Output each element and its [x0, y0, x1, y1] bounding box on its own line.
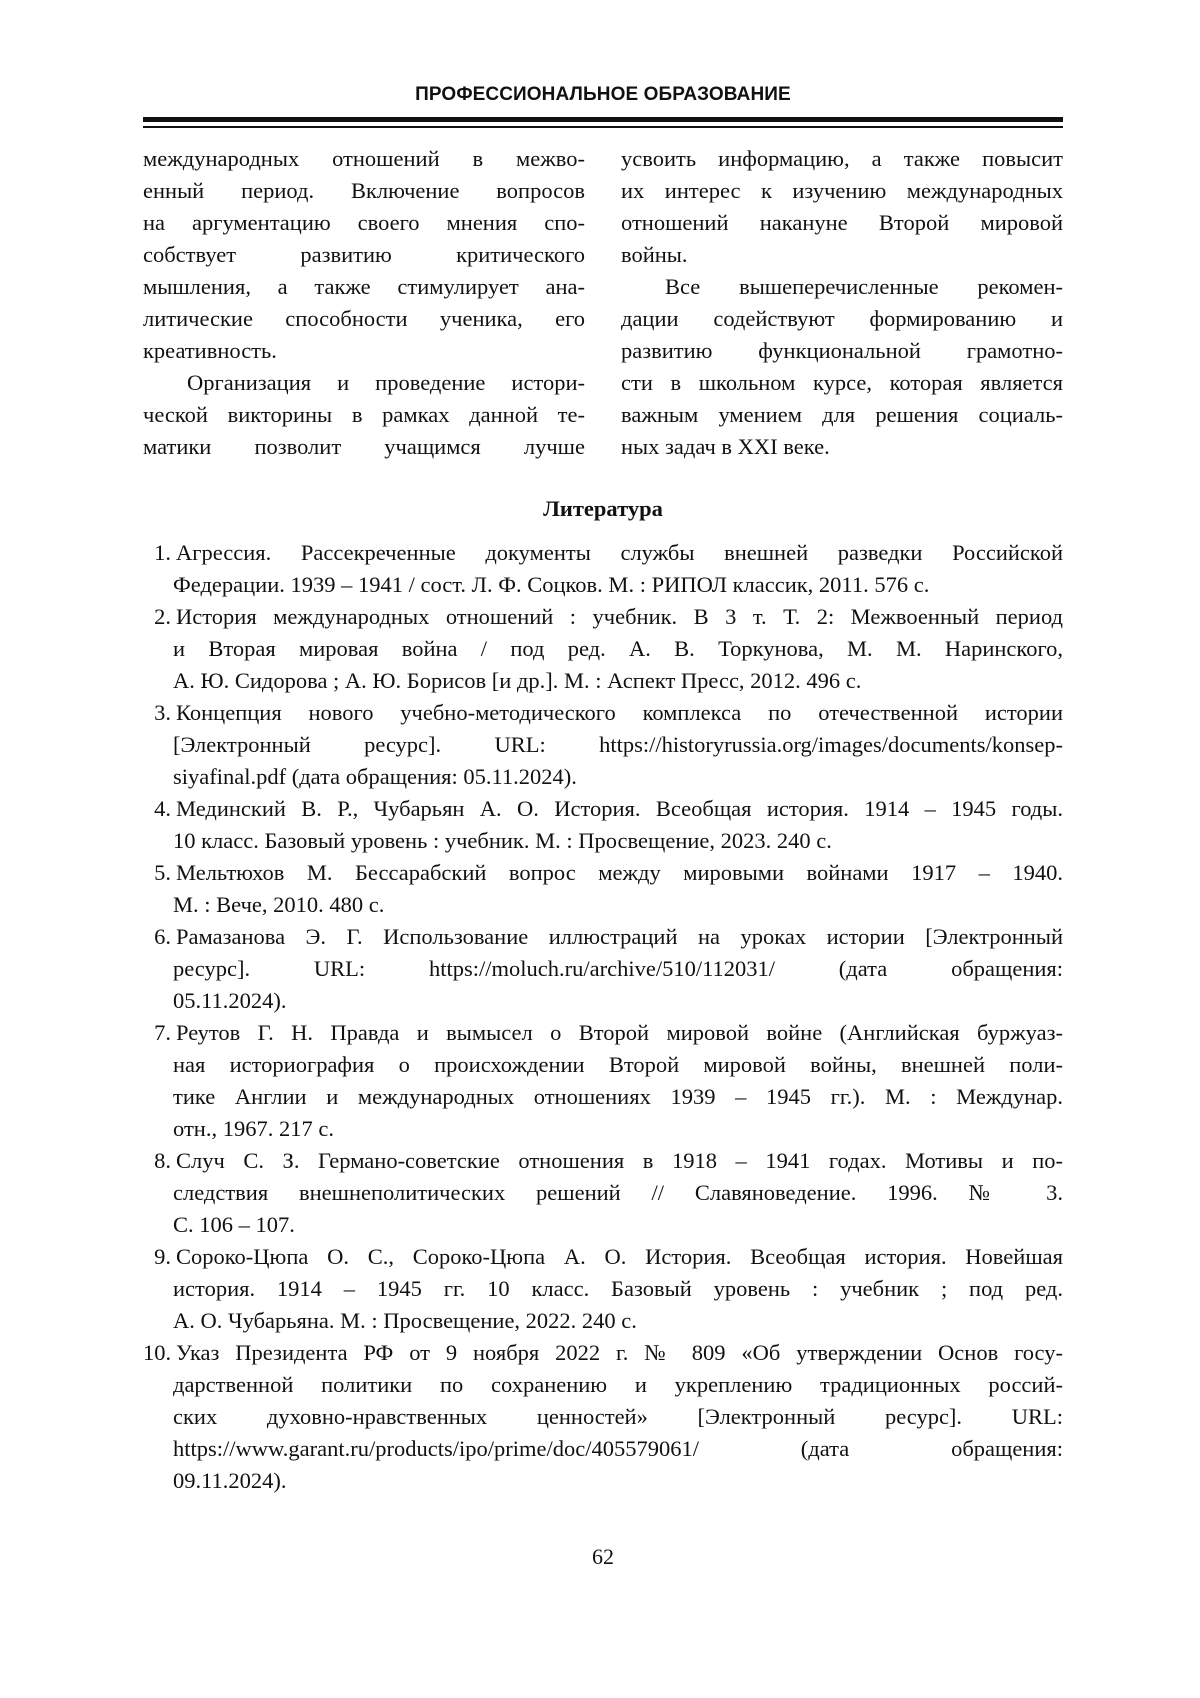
text-line: ных задач в XXI веке.	[621, 431, 1063, 463]
reference-number: 1.	[143, 537, 171, 569]
text-line: Организация и проведение истори-	[143, 367, 585, 399]
reference-line: тике Англии и международных отношениях 1939 – 1945 гг.). М. : Междунар.	[173, 1081, 1063, 1113]
reference-line: ная историография о происхождении Второй мировой войны, внешней поли-	[173, 1049, 1063, 1081]
reference-item	[143, 697, 1063, 793]
reference-line: А. Ю. Сидорова ; А. Ю. Борисов [и др.]. М. : Аспект Пресс, 2012. 496 с.	[173, 665, 1063, 697]
text-line: на аргументацию своего мнения спо-	[143, 207, 585, 239]
right-column	[621, 143, 1063, 463]
literature-heading: Литература	[143, 496, 1063, 522]
reference-number: 2.	[143, 601, 171, 633]
text-line: усвоить информацию, а также повысит	[621, 143, 1063, 175]
reference-line: Случ С. З. Германо-советские отношения в 1918 – 1941 годах. Мотивы и по-	[146, 1145, 1063, 1177]
text-line: их интерес к изучению международных	[621, 175, 1063, 207]
reference-line: Рамазанова Э. Г. Использование иллюстраций на уроках истории [Электронный	[146, 921, 1063, 953]
reference-line: отн., 1967. 217 с.	[173, 1113, 1063, 1145]
reference-number: 5.	[143, 857, 171, 889]
text-line: мышления, а также стимулирует ана-	[143, 271, 585, 303]
reference-line: Федерации. 1939 – 1941 / сост. Л. Ф. Соцков. М. : РИПОЛ классик, 2011. 576 с.	[173, 569, 1063, 601]
reference-line: siyafinal.pdf (дата обращения: 05.11.2024).	[173, 761, 1063, 793]
text-line: ческой викторины в рамках данной те-	[143, 399, 585, 431]
reference-item	[143, 1145, 1063, 1241]
reference-line: [Электронный ресурс]. URL: https://historyrussia.org/images/documents/konsep-	[173, 729, 1063, 761]
reference-number: 9.	[143, 1241, 171, 1273]
text-line: Все вышеперечисленные рекомен-	[621, 271, 1063, 303]
reference-item	[143, 921, 1063, 1017]
reference-line: Мельтюхов М. Бессарабский вопрос между мировыми войнами 1917 – 1940.	[146, 857, 1063, 889]
page-number: 62	[143, 1544, 1063, 1570]
reference-item	[143, 1241, 1063, 1337]
left-column	[143, 143, 585, 463]
header-rule-thick	[143, 117, 1063, 122]
reference-item	[143, 537, 1063, 601]
reference-number: 7.	[143, 1017, 171, 1049]
text-line: сти в школьном курсе, которая является	[621, 367, 1063, 399]
text-line: дации содействуют формированию и	[621, 303, 1063, 335]
text-line: креативность.	[143, 335, 585, 367]
reference-line: История международных отношений : учебник. В 3 т. Т. 2: Межвоенный период	[146, 601, 1063, 633]
reference-line: 09.11.2024).	[173, 1465, 1063, 1497]
reference-line: 05.11.2024).	[173, 985, 1063, 1017]
reference-line: А. О. Чубарьяна. М. : Просвещение, 2022. 240 с.	[173, 1305, 1063, 1337]
reference-number: 10.	[143, 1337, 171, 1369]
reference-line: следствия внешнеполитических решений // Славяноведение. 1996. № 3.	[173, 1177, 1063, 1209]
reference-number: 6.	[143, 921, 171, 953]
text-line: матики позволит учащимся лучше	[143, 431, 585, 463]
text-line: войны.	[621, 239, 1063, 271]
reference-number: 8.	[143, 1145, 171, 1177]
reference-line: Реутов Г. Н. Правда и вымысел о Второй мировой войне (Английская буржуаз-	[146, 1017, 1063, 1049]
running-title: ПРОФЕССИОНАЛЬНОЕ ОБРАЗОВАНИЕ	[143, 84, 1063, 106]
header-rule-thin	[143, 126, 1063, 128]
reference-line: история. 1914 – 1945 гг. 10 класс. Базовый уровень : учебник ; под ред.	[173, 1273, 1063, 1305]
reference-line: С. 106 – 107.	[173, 1209, 1063, 1241]
reference-item	[143, 1017, 1063, 1145]
reference-number: 4.	[143, 793, 171, 825]
reference-line: Мединский В. Р., Чубарьян А. О. История. Всеобщая история. 1914 – 1945 годы.	[146, 793, 1063, 825]
reference-line: Сороко-Цюпа О. С., Сороко-Цюпа А. О. История. Всеобщая история. Новейшая	[146, 1241, 1063, 1273]
reference-item	[143, 601, 1063, 697]
reference-item	[143, 857, 1063, 921]
reference-line: ских духовно-нравственных ценностей» [Электронный ресурс]. URL:	[173, 1401, 1063, 1433]
reference-line: Указ Президента РФ от 9 ноября 2022 г. № 809 «Об утверждении Основ госу-	[146, 1337, 1063, 1369]
reference-item	[143, 793, 1063, 857]
reference-item	[143, 1337, 1063, 1497]
text-line: важным умением для решения социаль-	[621, 399, 1063, 431]
text-line: енный период. Включение вопросов	[143, 175, 585, 207]
text-line: собствует развитию критического	[143, 239, 585, 271]
text-line: развитию функциональной грамотно-	[621, 335, 1063, 367]
reference-line: и Вторая мировая война / под ред. А. В. Торкунова, М. М. Наринского,	[173, 633, 1063, 665]
reference-line: Концепция нового учебно-методического комплекса по отечественной истории	[146, 697, 1063, 729]
reference-line: М. : Вече, 2010. 480 с.	[173, 889, 1063, 921]
reference-line: 10 класс. Базовый уровень : учебник. М. : Просвещение, 2023. 240 с.	[173, 825, 1063, 857]
text-line: литические способности ученика, его	[143, 303, 585, 335]
text-line: международных отношений в межво-	[143, 143, 585, 175]
reference-list	[143, 537, 1063, 1497]
reference-line: дарственной политики по сохранению и укреплению традиционных россий-	[173, 1369, 1063, 1401]
reference-line: ресурс]. URL: https://moluch.ru/archive/510/112031/ (дата обращения:	[173, 953, 1063, 985]
reference-number: 3.	[143, 697, 171, 729]
reference-line: https://www.garant.ru/products/ipo/prime/doc/405579061/ (дата обращения:	[173, 1433, 1063, 1465]
reference-line: Агрессия. Рассекреченные документы службы внешней разведки Российской	[146, 537, 1063, 569]
text-line: отношений накануне Второй мировой	[621, 207, 1063, 239]
